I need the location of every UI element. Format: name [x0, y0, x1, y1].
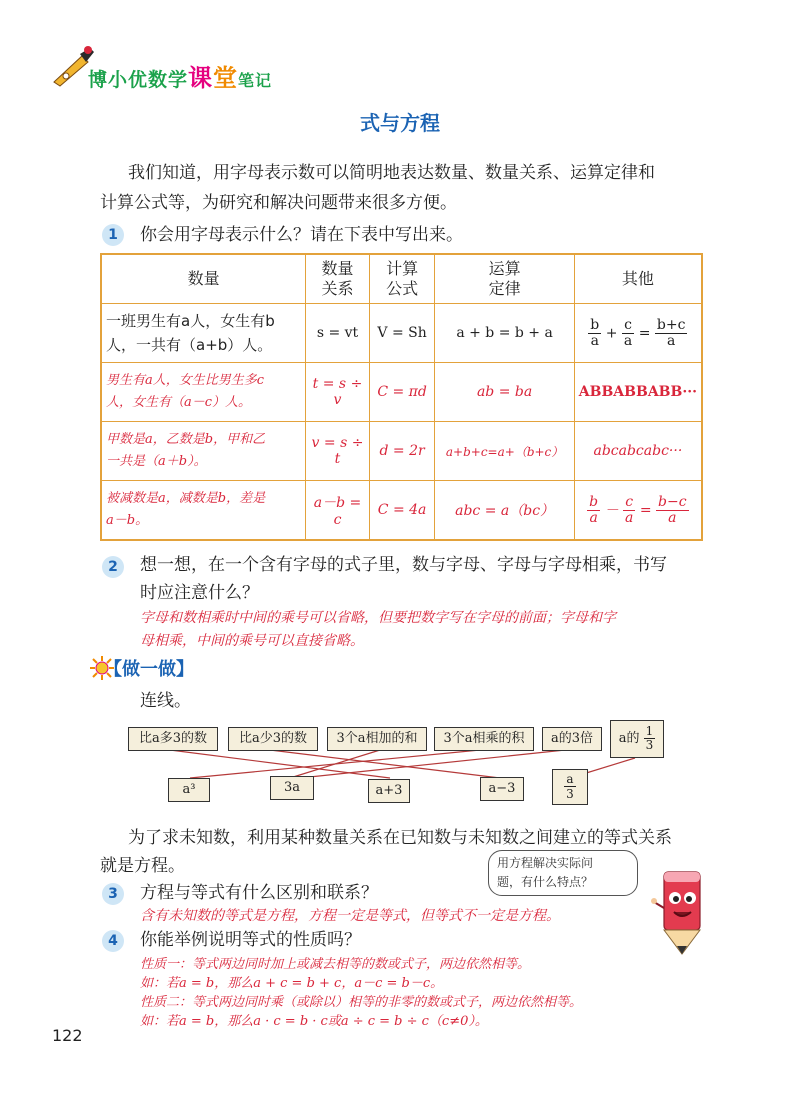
intro-line-2: 计算公式等，为研究和解决问题带来很多方便。: [100, 193, 457, 213]
question-2-answer-1: 字母和数相乘时中间的乘号可以省略，但要把数字写在字母的前面；字母和字: [140, 610, 616, 626]
cell-relation: v = s ÷ t: [306, 422, 370, 481]
logo-ke: 课: [188, 64, 214, 92]
equation-def-line-2: 就是方程。: [100, 856, 185, 876]
pencil-mascot-icon: [650, 868, 716, 958]
cell-law: a+b+c=a+（b+c）: [435, 422, 574, 481]
page-title: 式与方程: [360, 111, 440, 135]
cell-other-fraction: $\frac{b}{a}$ + $\frac{c}{a}$ = $\frac{b+c}{a}$: [574, 304, 702, 363]
match-bottom-5[interactable]: $\frac{a}{3}$: [552, 769, 588, 805]
header-relation: 数量 关系: [306, 254, 370, 304]
header-quantity: 数量: [101, 254, 306, 304]
match-top-2[interactable]: 比a少3的数: [228, 727, 318, 751]
practice-heading: 【做一做】: [104, 659, 194, 680]
cell-law: ab = ba: [435, 363, 574, 422]
cell-other-fraction: $\frac{b}{a}$ － $\frac{c}{a}$ = $\frac{b-c}{a}$: [574, 481, 702, 541]
cell-law: a + b = b + a: [435, 304, 574, 363]
speech-bubble: 用方程解决实际问 题，有什么特点？: [488, 850, 638, 896]
cell-formula: C = 4a: [369, 481, 435, 541]
match-top-5[interactable]: a的3倍: [542, 727, 602, 751]
question-1-text: 你会用字母表示什么？请在下表中写出来。: [140, 225, 463, 245]
logo-biji: 笔记: [238, 71, 273, 90]
match-bottom-1[interactable]: a³: [168, 778, 210, 802]
cell-formula: d = 2r: [369, 422, 435, 481]
match-bottom-4[interactable]: a−3: [480, 777, 524, 801]
question-4-answer-4: 如：若a = b，那么a · c = b · c或a ÷ c = b ÷ c（c≠0）。: [140, 1014, 488, 1029]
cell-other: abcabcabc···: [574, 422, 702, 481]
logo-brand: 博小优数学: [88, 69, 189, 91]
header-other: 其他: [574, 254, 702, 304]
question-4-answer-3: 性质二：等式两边同时乘（或除以）相等的非零的数或式子，两边依然相等。: [140, 995, 583, 1010]
cell-formula: C = πd: [369, 363, 435, 422]
match-top-1[interactable]: 比a多3的数: [128, 727, 218, 751]
question-2-line-1: 想一想，在一个含有字母的式子里，数与字母、字母与字母相乘，书写: [140, 555, 667, 575]
connect-instruction: 连线。: [140, 691, 191, 711]
question-4-answer-2: 如：若a = b，那么a + c = b + c，a－c = b－c。: [140, 976, 444, 991]
question-4-answer-1: 性质一：等式两边同时加上或减去相等的数或式子，两边依然相等。: [140, 957, 531, 972]
header-law: 运算 定律: [435, 254, 574, 304]
match-top-6[interactable]: a的 $\frac{1}{3}$: [610, 720, 664, 758]
cell-relation: s = vt: [306, 304, 370, 363]
logo-tang: 堂: [213, 64, 239, 92]
cell-relation: t = s ÷ v: [306, 363, 370, 422]
question-3-text: 方程与等式有什么区别和联系？: [140, 883, 378, 903]
match-top-4[interactable]: 3个a相乘的积: [434, 727, 534, 751]
question-3-answer: 含有未知数的等式是方程，方程一定是等式，但等式不一定是方程。: [140, 908, 560, 924]
header-formula: 计算 公式: [369, 254, 435, 304]
question-number-3: 3: [102, 883, 124, 905]
intro-line-1: 我们知道，用字母表示数可以简明地表达数量、数量关系、运算定律和: [128, 163, 655, 183]
cell-law: abc = a（bc）: [435, 481, 574, 541]
match-bottom-3[interactable]: a+3: [368, 779, 410, 803]
question-2-answer-2: 母相乘，中间的乘号可以直接省略。: [140, 633, 364, 649]
match-line: [170, 750, 390, 778]
cell-quantity: 男生有a人，女生比男生多c 人，女生有（a－c）人。: [101, 363, 306, 422]
question-number-4: 4: [102, 930, 124, 952]
cell-quantity: 甲数是a，乙数是b，甲和乙 一共是（a＋b）。: [101, 422, 306, 481]
question-number-1: 1: [102, 224, 124, 246]
question-number-2: 2: [102, 556, 124, 578]
cell-quantity: 一班男生有a人，女生有b 人，一共有（a+b）人。: [101, 304, 306, 363]
question-2-line-2: 时应注意什么？: [140, 583, 259, 603]
match-top-3[interactable]: 3个a相加的和: [327, 727, 427, 751]
page-number: 122: [52, 1026, 83, 1045]
cell-formula: V = Sh: [369, 304, 435, 363]
question-4-text: 你能举例说明等式的性质吗？: [140, 930, 361, 950]
cell-other: ABBABBABB···: [574, 363, 702, 422]
match-bottom-2[interactable]: 3a: [270, 776, 314, 800]
equation-def-line-1: 为了求未知数，利用某种数量关系在已知数与未知数之间建立的等式关系: [128, 828, 672, 848]
cell-quantity: 被减数是a，减数是b，差是 a－b。: [101, 481, 306, 541]
cell-relation: a－b = c: [306, 481, 370, 541]
